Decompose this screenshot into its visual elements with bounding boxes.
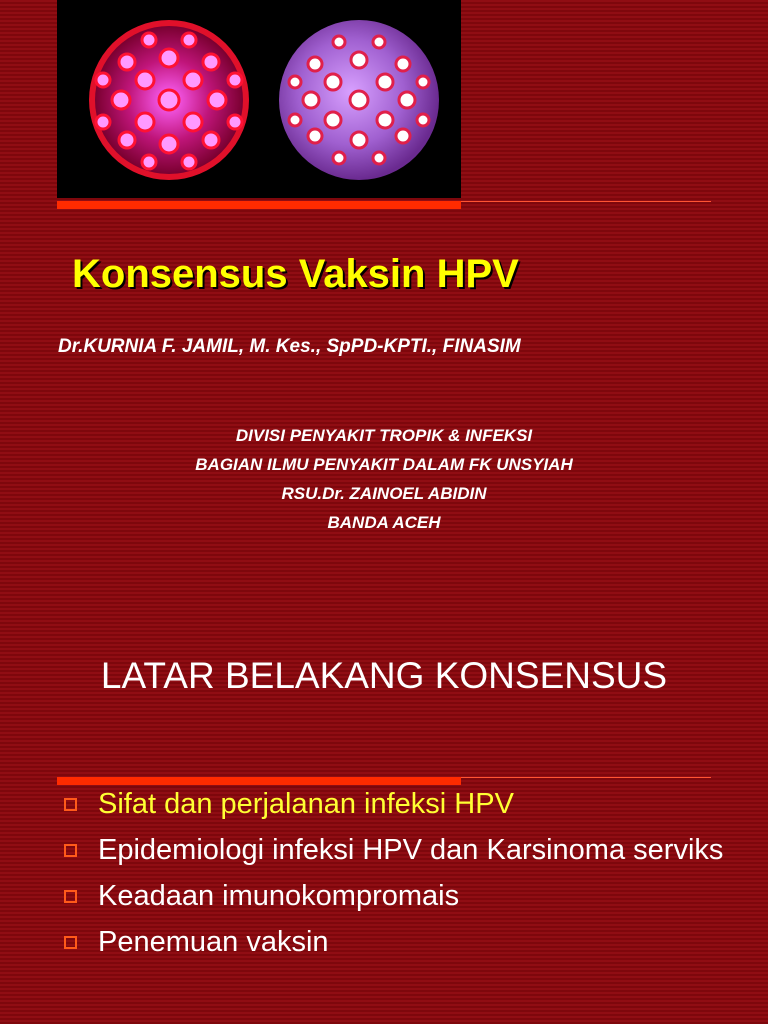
virus-right-shape <box>279 20 439 180</box>
square-bullet-icon <box>64 936 77 949</box>
affiliation-line: RSU.Dr. ZAINOEL ABIDIN <box>281 484 487 503</box>
bullet-item <box>62 832 742 869</box>
slide-heading: LATAR BELAKANG KONSENSUS <box>100 655 668 696</box>
accent-line-thick <box>57 201 461 209</box>
accent-line-thin <box>461 201 711 202</box>
virus-left-shape <box>89 20 249 180</box>
bullet-text: Keadaan imunokompromais <box>98 880 460 912</box>
bullet-item <box>62 878 742 915</box>
slide-2 <box>0 512 768 1024</box>
accent-line-thin <box>461 777 711 778</box>
bullet-item <box>62 786 742 823</box>
hpv-virus-image <box>57 0 461 198</box>
bullet-text: Penemuan vaksin <box>98 926 329 958</box>
square-bullet-icon <box>64 844 77 857</box>
bullet-text: Epidemiologi infeksi HPV dan Karsinoma serviks <box>98 834 724 866</box>
accent-line-thick <box>57 777 461 785</box>
bullet-item <box>62 924 742 961</box>
virus-illustration <box>57 0 461 198</box>
square-bullet-icon <box>64 798 77 811</box>
author-name: Dr.KURNIA F. JAMIL, M. Kes., SpPD-KPTI., FINASIM <box>58 336 521 357</box>
affiliation-line: DIVISI PENYAKIT TROPIK & INFEKSI <box>235 426 533 445</box>
bullet-text: Sifat dan perjalanan infeksi HPV <box>98 788 514 820</box>
square-bullet-icon <box>64 890 77 903</box>
affiliation-line: BANDA ACEH <box>327 513 441 532</box>
affiliation-line: BAGIAN ILMU PENYAKIT DALAM FK UNSYIAH <box>195 455 573 474</box>
bullet-list <box>62 786 742 970</box>
slide-title: Konsensus Vaksin HPV <box>72 252 519 296</box>
